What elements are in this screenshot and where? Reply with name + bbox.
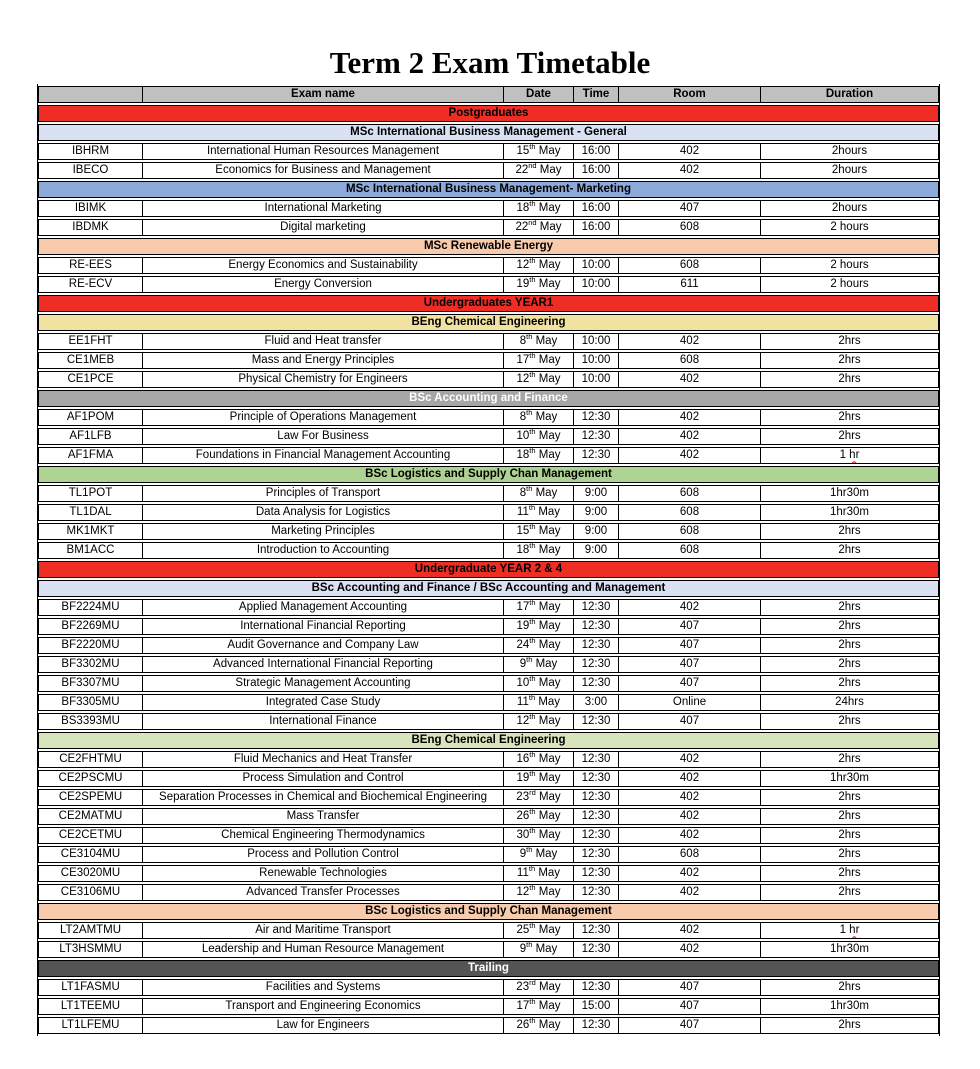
time-cell: 10:00 — [574, 257, 619, 274]
exam-name-cell: Mass and Energy Principles — [143, 352, 504, 369]
duration-cell: 1hr30m — [761, 485, 939, 502]
duration-cell: 1hr30m — [761, 770, 939, 787]
duration-cell: 2hrs — [761, 428, 939, 445]
room-cell: 608 — [619, 523, 761, 540]
date-cell: 9th May — [504, 656, 574, 673]
room-cell: 407 — [619, 656, 761, 673]
exam-row — [38, 922, 939, 939]
duration-cell: 2hrs — [761, 637, 939, 654]
column-header-blank — [38, 86, 143, 103]
exam-row — [38, 485, 939, 502]
duration-cell: 2hrs — [761, 865, 939, 882]
duration-cell: 2hrs — [761, 979, 939, 996]
exam-code-cell: IBECO — [38, 162, 143, 179]
time-cell: 12:30 — [574, 922, 619, 939]
exam-code-cell: CE3106MU — [38, 884, 143, 901]
exam-code-cell: RE-ECV — [38, 276, 143, 293]
exam-timetable — [37, 84, 940, 1036]
time-cell: 12:30 — [574, 979, 619, 996]
exam-code-cell: AF1FMA — [38, 447, 143, 464]
exam-name-cell: Audit Governance and Company Law — [143, 637, 504, 654]
exam-name-cell: Digital marketing — [143, 219, 504, 236]
time-cell: 10:00 — [574, 333, 619, 350]
date-cell: 25th May — [504, 922, 574, 939]
section-banner: BEng Chemical Engineering — [38, 314, 939, 331]
date-cell: 11th May — [504, 504, 574, 521]
time-cell: 12:30 — [574, 941, 619, 958]
exam-name-cell: Process and Pollution Control — [143, 846, 504, 863]
section-banner: BEng Chemical Engineering — [38, 732, 939, 749]
exam-row — [38, 200, 939, 217]
duration-cell: 2hrs — [761, 523, 939, 540]
time-cell: 12:30 — [574, 751, 619, 768]
duration-cell: 2hrs — [761, 713, 939, 730]
exam-name-cell: Applied Management Accounting — [143, 599, 504, 616]
exam-code-cell: IBIMK — [38, 200, 143, 217]
room-cell: 402 — [619, 751, 761, 768]
exam-row — [38, 884, 939, 901]
exam-row — [38, 751, 939, 768]
exam-name-cell: Advanced International Financial Reporting — [143, 656, 504, 673]
exam-code-cell: AF1LFB — [38, 428, 143, 445]
exam-row — [38, 694, 939, 711]
section-banner-row — [38, 732, 939, 749]
exam-code-cell: IBDMK — [38, 219, 143, 236]
exam-row — [38, 1017, 939, 1034]
exam-name-cell: Foundations in Financial Management Accounting — [143, 447, 504, 464]
duration-cell: 1hr30m — [761, 941, 939, 958]
exam-row — [38, 599, 939, 616]
time-cell: 12:30 — [574, 447, 619, 464]
date-cell: 11th May — [504, 865, 574, 882]
duration-cell: 2hours — [761, 200, 939, 217]
room-cell: 402 — [619, 428, 761, 445]
room-cell: 608 — [619, 504, 761, 521]
exam-name-cell: Energy Conversion — [143, 276, 504, 293]
section-banner-row — [38, 960, 939, 977]
room-cell: 608 — [619, 352, 761, 369]
date-cell: 11th May — [504, 694, 574, 711]
duration-cell: 2hrs — [761, 599, 939, 616]
section-banner-row — [38, 580, 939, 597]
exam-row — [38, 618, 939, 635]
exam-code-cell: LT3HSMMU — [38, 941, 143, 958]
exam-name-cell: Law For Business — [143, 428, 504, 445]
room-cell: 407 — [619, 637, 761, 654]
room-cell: 407 — [619, 200, 761, 217]
exam-code-cell: BS3393MU — [38, 713, 143, 730]
exam-name-cell: Air and Maritime Transport — [143, 922, 504, 939]
exam-name-cell: Principle of Operations Management — [143, 409, 504, 426]
exam-row — [38, 371, 939, 388]
exam-name-cell: Mass Transfer — [143, 808, 504, 825]
exam-name-cell: Marketing Principles — [143, 523, 504, 540]
time-cell: 9:00 — [574, 504, 619, 521]
exam-row — [38, 257, 939, 274]
exam-code-cell: BF2220MU — [38, 637, 143, 654]
time-cell: 10:00 — [574, 352, 619, 369]
duration-cell: 2hrs — [761, 542, 939, 559]
time-cell: 12:30 — [574, 770, 619, 787]
section-banner-row — [38, 238, 939, 255]
exam-name-cell: Law for Engineers — [143, 1017, 504, 1034]
exam-code-cell: LT1TEEMU — [38, 998, 143, 1015]
exam-row — [38, 162, 939, 179]
exam-code-cell: AF1POM — [38, 409, 143, 426]
exam-row — [38, 428, 939, 445]
time-cell: 10:00 — [574, 371, 619, 388]
exam-code-cell: CE3020MU — [38, 865, 143, 882]
date-cell: 8th May — [504, 485, 574, 502]
date-cell: 8th May — [504, 333, 574, 350]
exam-row — [38, 409, 939, 426]
exam-row — [38, 675, 939, 692]
date-cell: 12th May — [504, 371, 574, 388]
exam-row — [38, 276, 939, 293]
time-cell: 16:00 — [574, 200, 619, 217]
time-cell: 12:30 — [574, 846, 619, 863]
exam-name-cell: Facilities and Systems — [143, 979, 504, 996]
time-cell: 12:30 — [574, 865, 619, 882]
duration-cell: 24hrs — [761, 694, 939, 711]
exam-row — [38, 143, 939, 160]
exam-row — [38, 504, 939, 521]
exam-row — [38, 523, 939, 540]
section-banner-row — [38, 314, 939, 331]
exam-name-cell: International Marketing — [143, 200, 504, 217]
time-cell: 12:30 — [574, 1017, 619, 1034]
duration-cell: 2hrs — [761, 846, 939, 863]
exam-name-cell: Physical Chemistry for Engineers — [143, 371, 504, 388]
duration-cell: 2 hours — [761, 219, 939, 236]
section-banner-row — [38, 105, 939, 122]
exam-name-cell: Leadership and Human Resource Management — [143, 941, 504, 958]
duration-cell: 1hr30m — [761, 504, 939, 521]
exam-row — [38, 846, 939, 863]
column-header-date: Date — [504, 86, 574, 103]
section-banner: BSc Accounting and Finance / BSc Accounting and Management — [38, 580, 939, 597]
duration-cell: 1 hr — [761, 922, 939, 939]
date-cell: 12th May — [504, 884, 574, 901]
date-cell: 30th May — [504, 827, 574, 844]
time-cell: 12:30 — [574, 637, 619, 654]
exam-code-cell: BF2269MU — [38, 618, 143, 635]
section-banner-row — [38, 124, 939, 141]
exam-name-cell: Introduction to Accounting — [143, 542, 504, 559]
date-cell: 15th May — [504, 143, 574, 160]
time-cell: 12:30 — [574, 599, 619, 616]
time-cell: 9:00 — [574, 542, 619, 559]
room-cell: 407 — [619, 979, 761, 996]
section-banner: MSc International Business Management - General — [38, 124, 939, 141]
time-cell: 12:30 — [574, 789, 619, 806]
exam-row — [38, 865, 939, 882]
date-cell: 23rd May — [504, 979, 574, 996]
time-cell: 16:00 — [574, 162, 619, 179]
time-cell: 12:30 — [574, 618, 619, 635]
room-cell: 402 — [619, 865, 761, 882]
date-cell: 19th May — [504, 618, 574, 635]
exam-code-cell: MK1MKT — [38, 523, 143, 540]
exam-code-cell: CE2MATMU — [38, 808, 143, 825]
exam-row — [38, 352, 939, 369]
time-cell: 10:00 — [574, 276, 619, 293]
duration-cell: 2 hours — [761, 276, 939, 293]
section-banner: Undergraduate YEAR 2 & 4 — [38, 561, 939, 578]
duration-cell: 2 hours — [761, 257, 939, 274]
room-cell: 608 — [619, 542, 761, 559]
room-cell: 402 — [619, 770, 761, 787]
exam-name-cell: Chemical Engineering Thermodynamics — [143, 827, 504, 844]
exam-code-cell: TL1POT — [38, 485, 143, 502]
exam-code-cell: TL1DAL — [38, 504, 143, 521]
duration-cell: 2hrs — [761, 884, 939, 901]
exam-row — [38, 827, 939, 844]
duration-cell: 2hrs — [761, 371, 939, 388]
timetable-header-row — [38, 86, 939, 103]
exam-name-cell: Fluid Mechanics and Heat Transfer — [143, 751, 504, 768]
section-banner: MSc Renewable Energy — [38, 238, 939, 255]
exam-row — [38, 998, 939, 1015]
date-cell: 9th May — [504, 941, 574, 958]
duration-cell: 2hours — [761, 143, 939, 160]
misspelled-word: hr — [849, 924, 860, 937]
date-cell: 17th May — [504, 998, 574, 1015]
exam-name-cell: International Finance — [143, 713, 504, 730]
time-cell: 12:30 — [574, 675, 619, 692]
duration-cell: 2hrs — [761, 333, 939, 350]
exam-name-cell: Renewable Technologies — [143, 865, 504, 882]
section-banner: Postgraduates — [38, 105, 939, 122]
room-cell: 608 — [619, 846, 761, 863]
duration-cell: 2hrs — [761, 1017, 939, 1034]
date-cell: 26th May — [504, 1017, 574, 1034]
exam-code-cell: CE2CETMU — [38, 827, 143, 844]
date-cell: 8th May — [504, 409, 574, 426]
exam-name-cell: Data Analysis for Logistics — [143, 504, 504, 521]
section-banner-row — [38, 903, 939, 920]
room-cell: 608 — [619, 219, 761, 236]
duration-cell: 1 hr — [761, 447, 939, 464]
date-cell: 17th May — [504, 352, 574, 369]
date-cell: 10th May — [504, 428, 574, 445]
exam-row — [38, 808, 939, 825]
exam-row — [38, 941, 939, 958]
page-title: Term 2 Exam Timetable — [329, 45, 651, 80]
time-cell: 9:00 — [574, 485, 619, 502]
date-cell: 23rd May — [504, 789, 574, 806]
time-cell: 15:00 — [574, 998, 619, 1015]
exam-name-cell: Transport and Engineering Economics — [143, 998, 504, 1015]
duration-cell: 2hrs — [761, 789, 939, 806]
time-cell: 12:30 — [574, 409, 619, 426]
exam-name-cell: International Financial Reporting — [143, 618, 504, 635]
date-cell: 10th May — [504, 675, 574, 692]
time-cell: 12:30 — [574, 884, 619, 901]
exam-row — [38, 770, 939, 787]
exam-row — [38, 637, 939, 654]
time-cell: 16:00 — [574, 143, 619, 160]
duration-cell: 2hrs — [761, 352, 939, 369]
time-cell: 12:30 — [574, 656, 619, 673]
section-banner: Trailing — [38, 960, 939, 977]
room-cell: 407 — [619, 675, 761, 692]
room-cell: 402 — [619, 162, 761, 179]
exam-code-cell: CE1MEB — [38, 352, 143, 369]
exam-name-cell: Economics for Business and Management — [143, 162, 504, 179]
duration-cell: 2hrs — [761, 675, 939, 692]
exam-row — [38, 789, 939, 806]
room-cell: 407 — [619, 998, 761, 1015]
exam-row — [38, 713, 939, 730]
exam-name-cell: International Human Resources Management — [143, 143, 504, 160]
column-header-time: Time — [574, 86, 619, 103]
date-cell: 19th May — [504, 770, 574, 787]
duration-cell: 1hr30m — [761, 998, 939, 1015]
room-cell: 407 — [619, 1017, 761, 1034]
date-cell: 22nd May — [504, 162, 574, 179]
exam-row — [38, 333, 939, 350]
exam-name-cell: Fluid and Heat transfer — [143, 333, 504, 350]
exam-code-cell: BF3307MU — [38, 675, 143, 692]
section-banner: Undergraduates YEAR1 — [38, 295, 939, 312]
room-cell: 402 — [619, 409, 761, 426]
exam-code-cell: EE1FHT — [38, 333, 143, 350]
room-cell: 608 — [619, 257, 761, 274]
room-cell: 402 — [619, 599, 761, 616]
room-cell: 402 — [619, 333, 761, 350]
section-banner: MSc International Business Management- Marketing — [38, 181, 939, 198]
exam-code-cell: CE1PCE — [38, 371, 143, 388]
exam-code-cell: CE2FHTMU — [38, 751, 143, 768]
exam-row — [38, 656, 939, 673]
misspelled-word: hr — [849, 449, 860, 462]
room-cell: 402 — [619, 884, 761, 901]
exam-name-cell: Process Simulation and Control — [143, 770, 504, 787]
date-cell: 18th May — [504, 200, 574, 217]
room-cell: 608 — [619, 485, 761, 502]
date-cell: 12th May — [504, 713, 574, 730]
exam-row — [38, 447, 939, 464]
exam-name-cell: Principles of Transport — [143, 485, 504, 502]
room-cell: 402 — [619, 143, 761, 160]
time-cell: 3:00 — [574, 694, 619, 711]
exam-code-cell: BF3305MU — [38, 694, 143, 711]
column-header-room: Room — [619, 86, 761, 103]
duration-cell: 2hrs — [761, 808, 939, 825]
date-cell: 19th May — [504, 276, 574, 293]
exam-code-cell: LT1LFEMU — [38, 1017, 143, 1034]
exam-code-cell: RE-EES — [38, 257, 143, 274]
timetable-body — [38, 105, 939, 1034]
room-cell: 407 — [619, 713, 761, 730]
room-cell: 402 — [619, 922, 761, 939]
duration-cell: 2hrs — [761, 827, 939, 844]
room-cell: 407 — [619, 618, 761, 635]
section-banner: BSc Logistics and Supply Chan Management — [38, 903, 939, 920]
exam-name-cell: Integrated Case Study — [143, 694, 504, 711]
room-cell: 402 — [619, 808, 761, 825]
date-cell: 18th May — [504, 447, 574, 464]
section-banner: BSc Logistics and Supply Chan Management — [38, 466, 939, 483]
exam-code-cell: LT2AMTMU — [38, 922, 143, 939]
exam-code-cell: IBHRM — [38, 143, 143, 160]
date-cell: 24th May — [504, 637, 574, 654]
exam-name-cell: Advanced Transfer Processes — [143, 884, 504, 901]
room-cell: 611 — [619, 276, 761, 293]
date-cell: 26th May — [504, 808, 574, 825]
date-cell: 16th May — [504, 751, 574, 768]
column-header-exam-name: Exam name — [143, 86, 504, 103]
exam-name-cell: Separation Processes in Chemical and Biochemical Engineering — [143, 789, 504, 806]
time-cell: 12:30 — [574, 827, 619, 844]
time-cell: 12:30 — [574, 808, 619, 825]
date-cell: 15th May — [504, 523, 574, 540]
exam-code-cell: BF2224MU — [38, 599, 143, 616]
time-cell: 12:30 — [574, 713, 619, 730]
duration-cell: 2hrs — [761, 656, 939, 673]
exam-name-cell: Strategic Management Accounting — [143, 675, 504, 692]
section-banner-row — [38, 295, 939, 312]
time-cell: 16:00 — [574, 219, 619, 236]
room-cell: 402 — [619, 827, 761, 844]
exam-code-cell: CE2PSCMU — [38, 770, 143, 787]
duration-cell: 2hrs — [761, 751, 939, 768]
section-banner-row — [38, 390, 939, 407]
time-cell: 12:30 — [574, 428, 619, 445]
room-cell: 402 — [619, 789, 761, 806]
exam-row — [38, 219, 939, 236]
exam-row — [38, 979, 939, 996]
date-cell: 12th May — [504, 257, 574, 274]
date-cell: 9th May — [504, 846, 574, 863]
time-cell: 9:00 — [574, 523, 619, 540]
exam-code-cell: CE3104MU — [38, 846, 143, 863]
exam-code-cell: CE2SPEMU — [38, 789, 143, 806]
section-banner-row — [38, 561, 939, 578]
exam-code-cell: LT1FASMU — [38, 979, 143, 996]
section-banner-row — [38, 466, 939, 483]
section-banner: BSc Accounting and Finance — [38, 390, 939, 407]
room-cell: 402 — [619, 447, 761, 464]
date-cell: 22nd May — [504, 219, 574, 236]
date-cell: 18th May — [504, 542, 574, 559]
room-cell: 402 — [619, 941, 761, 958]
date-cell: 17th May — [504, 599, 574, 616]
exam-row — [38, 542, 939, 559]
exam-code-cell: BM1ACC — [38, 542, 143, 559]
duration-cell: 2hrs — [761, 618, 939, 635]
exam-name-cell: Energy Economics and Sustainability — [143, 257, 504, 274]
room-cell: 402 — [619, 371, 761, 388]
room-cell: Online — [619, 694, 761, 711]
section-banner-row — [38, 181, 939, 198]
exam-code-cell: BF3302MU — [38, 656, 143, 673]
duration-cell: 2hours — [761, 162, 939, 179]
duration-cell: 2hrs — [761, 409, 939, 426]
column-header-duration: Duration — [761, 86, 939, 103]
